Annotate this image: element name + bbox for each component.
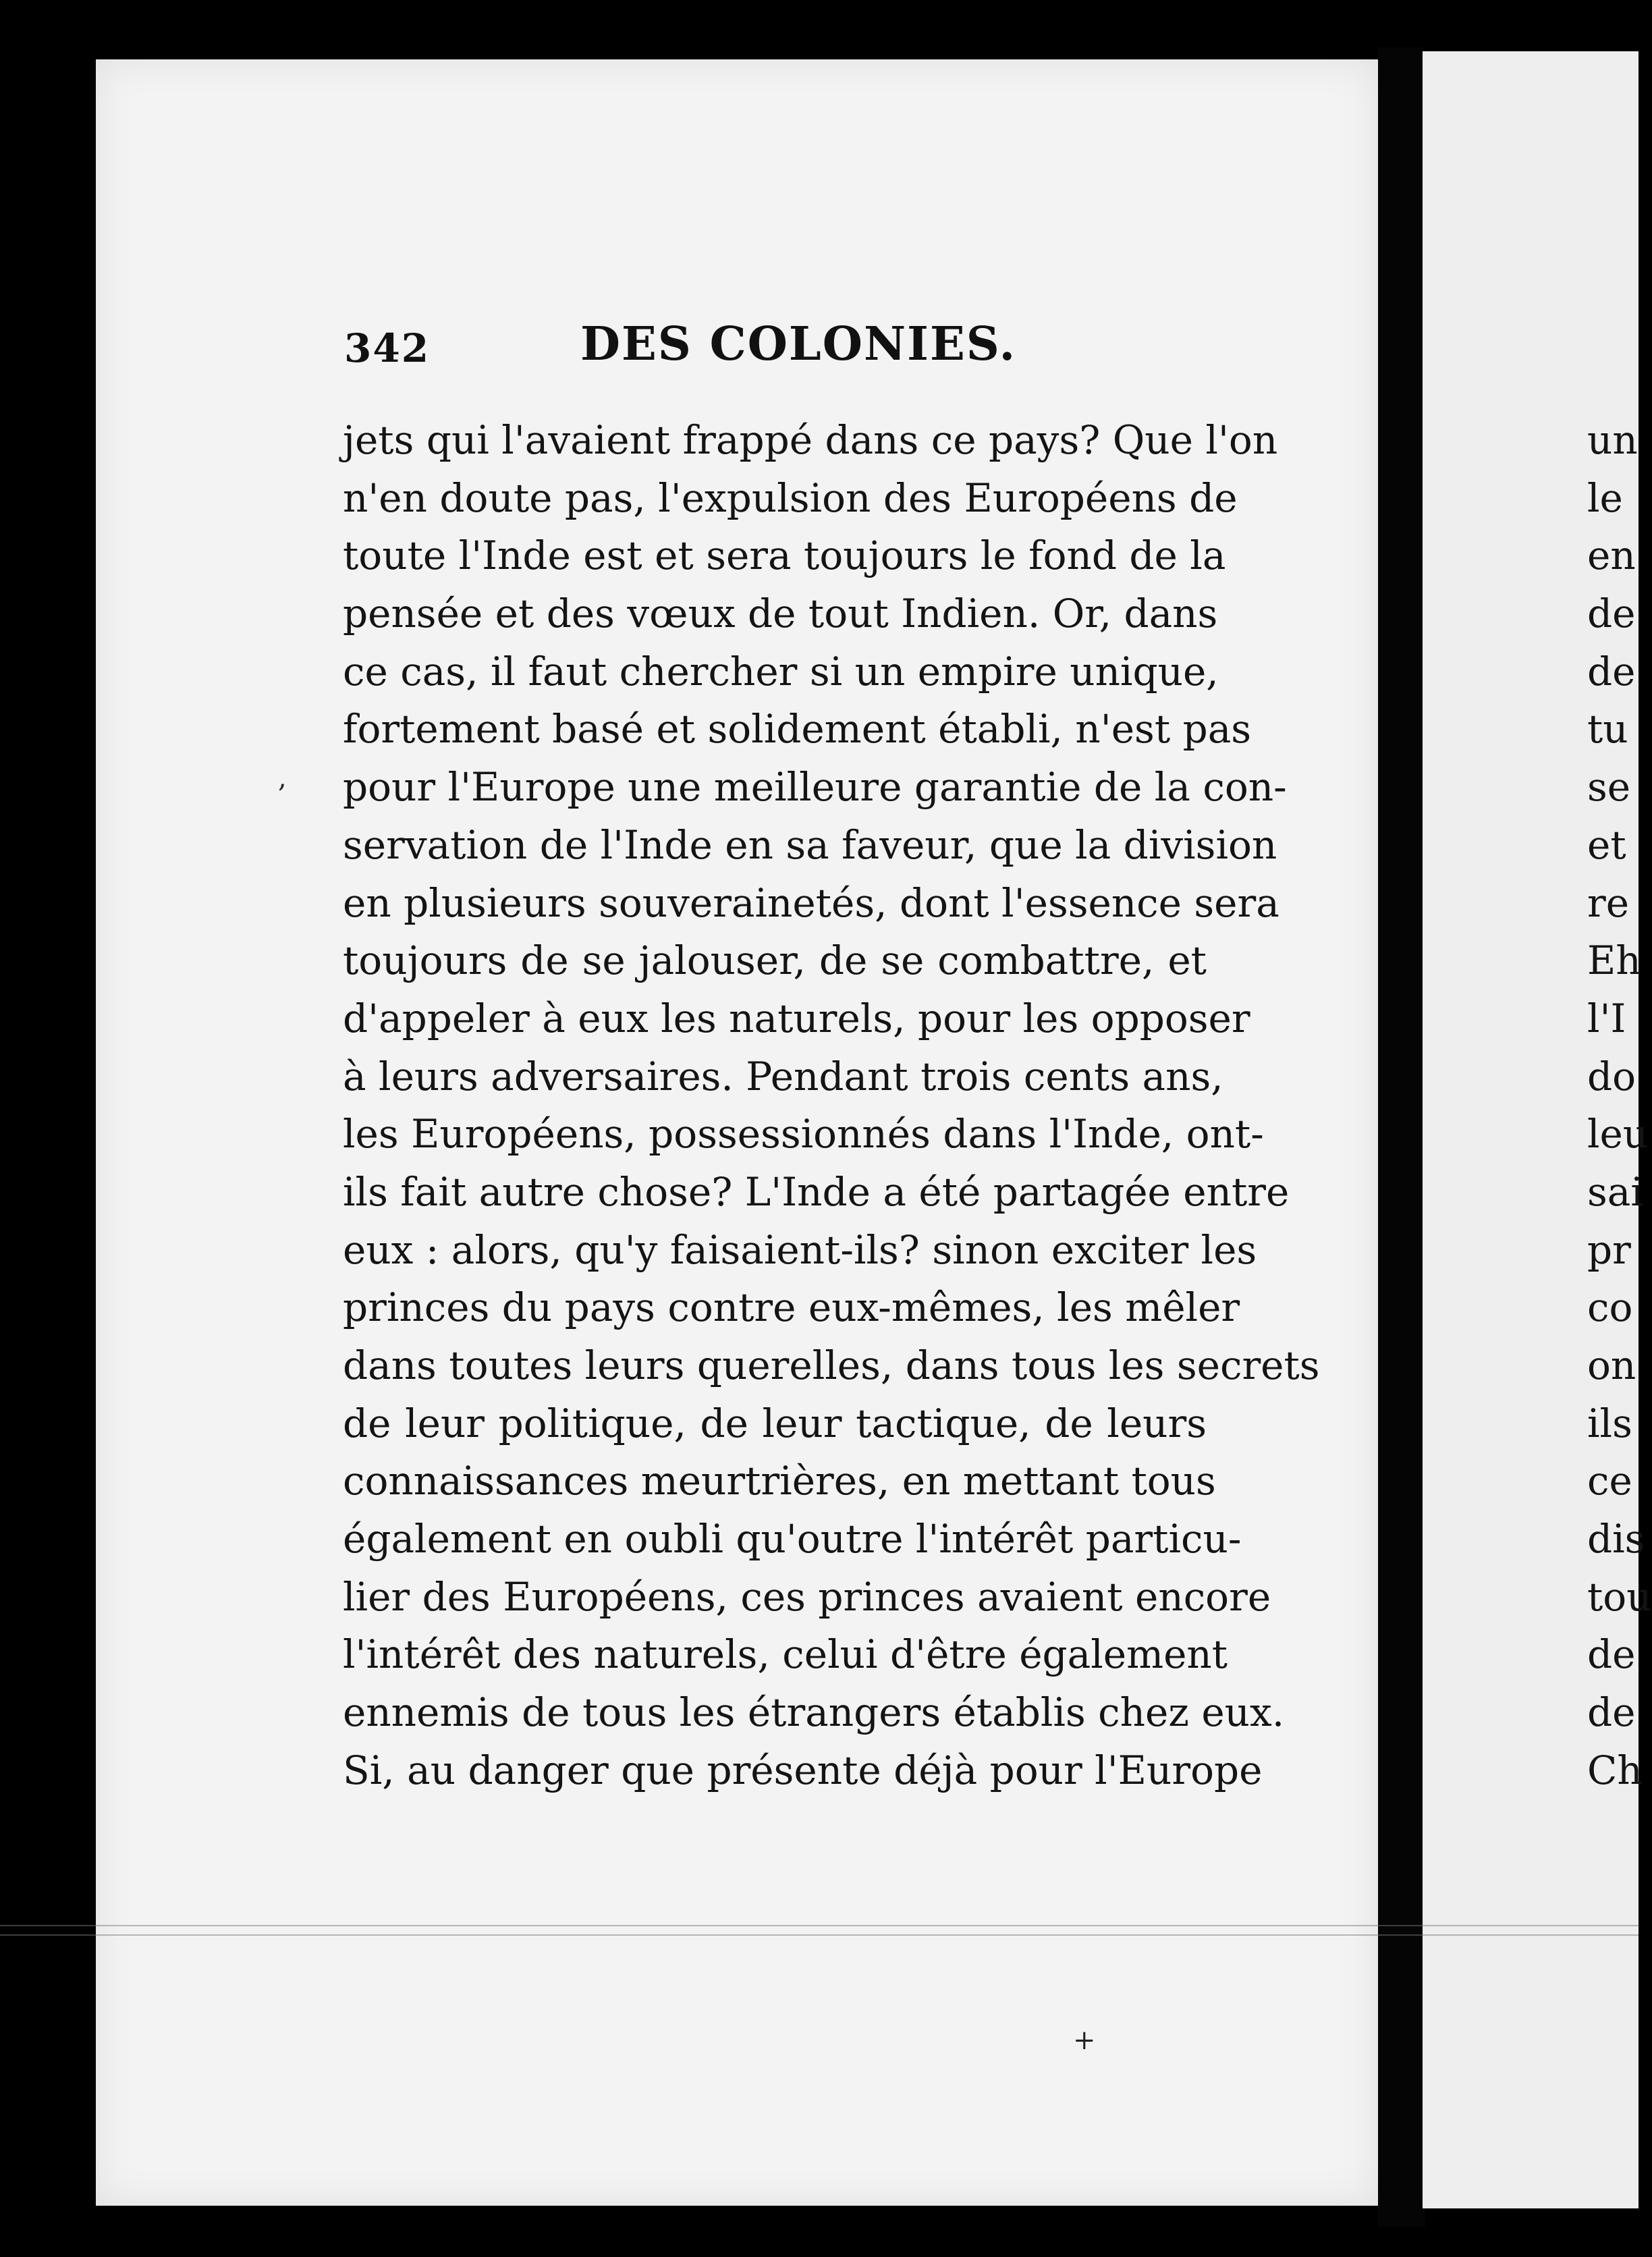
right-text-fragment: pr (1587, 1226, 1631, 1273)
text-line: en plusieurs souverainetés, dont l'essence sera (343, 879, 1279, 926)
text-line: ils fait autre chose? L'Inde a été partagée entre (343, 1168, 1290, 1215)
text-line: fortement basé et solidement établi, n'est pas (343, 706, 1252, 753)
margin-speck-mark: , (278, 763, 287, 794)
right-text-fragment: Eh (1587, 937, 1641, 984)
text-line: connaissances meurtrières, en mettant tous (343, 1458, 1216, 1504)
right-text-fragment: ce (1587, 1458, 1632, 1504)
text-line: ce cas, il faut chercher si un empire unique, (343, 648, 1219, 695)
text-line: princes du pays contre eux-mêmes, les mêler (343, 1284, 1240, 1331)
body-text (343, 412, 1320, 1800)
text-line: d'appeler à eux les naturels, pour les opposer (343, 995, 1250, 1041)
right-text-fragment: sai (1587, 1168, 1643, 1215)
text-line: de leur politique, de leur tactique, de leurs (343, 1400, 1207, 1446)
right-text-fragment: le (1587, 474, 1623, 521)
right-text-fragment: se (1587, 764, 1631, 811)
right-text-fragment: un (1587, 417, 1638, 463)
right-text-fragment: re (1587, 879, 1630, 926)
text-line: servation de l'Inde en sa faveur, que la division (343, 821, 1277, 868)
right-text-fragment: Ch (1587, 1747, 1643, 1793)
scan-artifact-line (0, 1925, 1639, 1926)
right-text-fragment: do (1587, 1053, 1636, 1099)
text-line: toute l'Inde est et sera toujours le fond de la (343, 533, 1226, 579)
running-title: DES COLONIES. (580, 317, 1017, 371)
text-line: l'intérêt des naturels, celui d'être également (343, 1631, 1228, 1678)
right-text-fragment: en (1587, 533, 1636, 579)
text-line: Si, au danger que présente déjà pour l'Europe (343, 1747, 1263, 1793)
right-text-fragment: tu (1587, 706, 1628, 753)
right-text-fragment: de (1587, 1689, 1636, 1736)
right-page-text (1587, 412, 1652, 1800)
text-line: à leurs adversaires. Pendant trois cents ans, (343, 1053, 1223, 1099)
text-line: les Européens, possessionnés dans l'Inde, ont- (343, 1111, 1264, 1158)
right-text-fragment: on (1587, 1342, 1636, 1388)
margin-speck-mark: + (1073, 2025, 1096, 2056)
right-text-fragment: de (1587, 1631, 1636, 1678)
page-header (250, 263, 1194, 378)
text-line: dans toutes leurs querelles, dans tous les secrets (343, 1342, 1320, 1388)
right-text-fragment: de (1587, 648, 1636, 695)
book-gutter (1378, 47, 1425, 2227)
scan-artifact-line (0, 1934, 1639, 1936)
text-line: jets qui l'avaient frappé dans ce pays? Que l'on (343, 417, 1278, 463)
right-text-fragment: co (1587, 1284, 1633, 1331)
text-line: lier des Européens, ces princes avaient encore (343, 1573, 1271, 1620)
text-line: également en oubli qu'outre l'intérêt particu- (343, 1516, 1242, 1562)
right-text-fragment: ils (1587, 1400, 1632, 1446)
text-line: toujours de se jalouser, de se combattre, et (343, 937, 1207, 984)
right-text-fragment: dis (1587, 1516, 1645, 1562)
right-text-fragment: tou (1587, 1573, 1652, 1620)
right-text-fragment: l'I (1587, 995, 1626, 1041)
text-line: pensée et des vœux de tout Indien. Or, dans (343, 591, 1218, 637)
right-text-fragment: de (1587, 591, 1636, 637)
text-line: ennemis de tous les étrangers établis chez eux. (343, 1689, 1285, 1736)
right-text-fragment: leu (1587, 1111, 1649, 1158)
text-line: pour l'Europe une meilleure garantie de la con- (343, 764, 1287, 811)
right-text-fragment: et (1587, 821, 1626, 868)
page-number: 342 (344, 325, 431, 371)
text-line: n'en doute pas, l'expulsion des Européens de (343, 474, 1238, 521)
text-line: eux : alors, qu'y faisaient-ils? sinon exciter les (343, 1226, 1257, 1273)
